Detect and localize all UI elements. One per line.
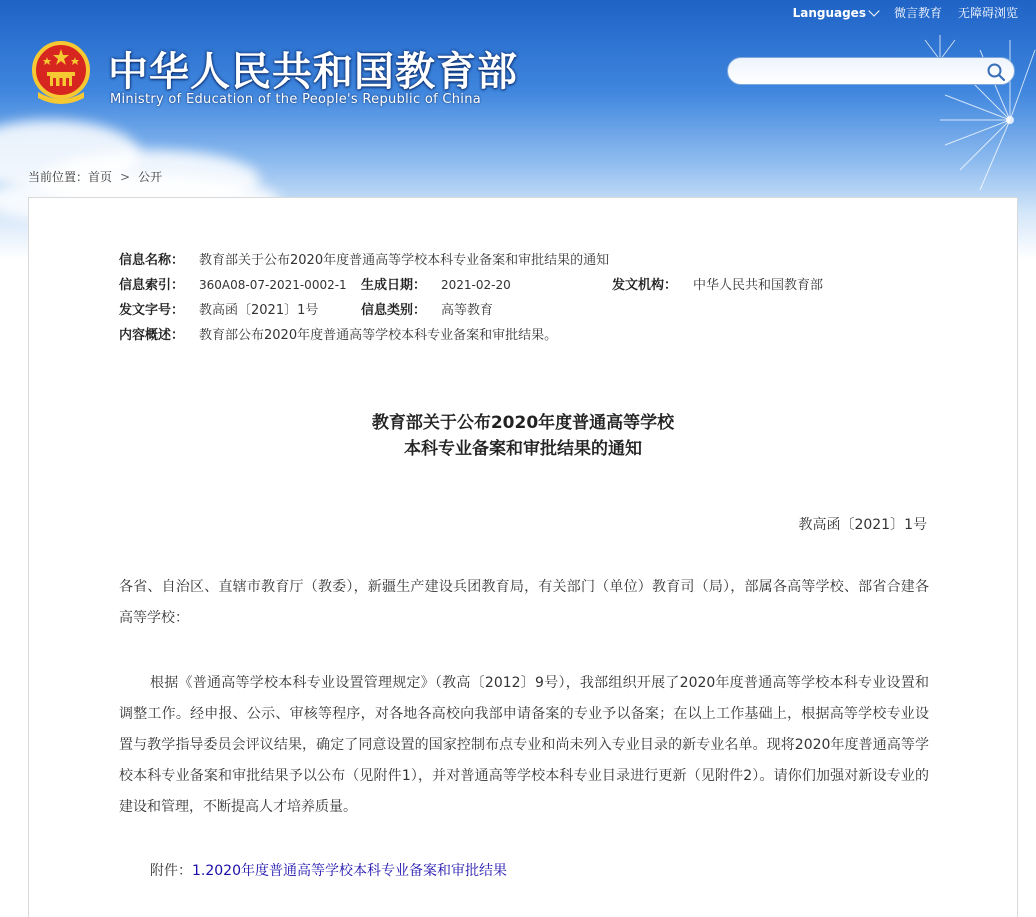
top-navigation <box>793 4 1018 21</box>
meta-docno-label: 发文字号： <box>119 303 185 318</box>
meta-summary-value: 教育部公布2020年度普通高等学校本科专业备案和审批结果。 <box>199 328 558 343</box>
chevron-down-icon <box>868 5 879 16</box>
document-metadata <box>119 248 919 348</box>
site-title[interactable]: 中华人民共和国教育部 <box>108 49 518 95</box>
languages-menu[interactable] <box>793 6 878 20</box>
meta-row-name <box>119 248 919 273</box>
article-salutation: 各省、自治区、直辖市教育厅（教委），新疆生产建设兵团教育局，有关部门（单位）教育司（局），部属各高等学校、部省合建各高等学校： <box>119 579 929 626</box>
meta-date-value: 2021-02-20 <box>441 278 511 292</box>
article-body: 根据《普通高等学校本科专业设置管理规定》（教高〔2012〕9号），我部组织开展了2020年度普通高等学校本科专业设置和调整工作。经申报、公示、审核等程序，对各地各高校向我部申请备案的专业予以备案；在以上工作基础上，根据高等学校专业设置与教学指导委员会评议结果，确定了同意设置的国家控制布点专业和尚未列入专业目录的新专业名单。现将2020年度普通高等学校本科专业备案和审批结果予以公布（见附件1），并对普通高等学校本科专业目录进行更新（见附件2）。请你们加强对新设专业的建设和管理，不断提高人才培养质量。 <box>119 675 929 815</box>
meta-index-label: 信息索引： <box>119 278 185 293</box>
national-emblem-logo <box>30 40 92 108</box>
breadcrumb-home-link[interactable]: 首页 <box>88 170 113 184</box>
meta-org-value: 中华人民共和国教育部 <box>693 278 824 293</box>
search-icon[interactable] <box>986 62 1006 82</box>
meta-docno-value: 教高函〔2021〕1号 <box>199 303 319 318</box>
meta-index-value: 360A08-07-2021-0002-1 <box>199 278 347 292</box>
search-box <box>727 57 1015 85</box>
site-subtitle: Ministry of Education of the People's Republic of China <box>110 92 482 107</box>
article-title-line2: 本科专业备案和审批结果的通知 <box>404 439 642 459</box>
breadcrumb-prefix: 当前位置： <box>28 170 89 184</box>
content-panel <box>28 197 1018 917</box>
meta-row-summary <box>119 323 919 348</box>
attachment-link[interactable]: 1.2020年度普通高等学校本科专业备案和审批结果 <box>192 863 507 879</box>
meta-name-label: 信息名称： <box>119 253 185 268</box>
article-title-line1: 教育部关于公布2020年度普通高等学校 <box>371 413 675 433</box>
dandelion-decoration <box>900 20 1036 220</box>
attachment-label: 附件： <box>150 863 192 879</box>
article-doc-number: 教高函〔2021〕1号 <box>798 517 927 533</box>
languages-label: Languages <box>792 5 866 20</box>
meta-category-label: 信息类别： <box>361 303 427 318</box>
breadcrumb-separator: > <box>120 169 131 184</box>
meta-name-value: 教育部关于公布2020年度普通高等学校本科专业备案和审批结果的通知 <box>199 253 610 268</box>
breadcrumb-public-link[interactable]: 公开 <box>138 170 163 184</box>
meta-org-label: 发文机构： <box>612 278 678 293</box>
meta-date-label: 生成日期： <box>361 278 427 293</box>
meta-row-index <box>119 273 919 298</box>
accessibility-link[interactable]: 无障碍浏览 <box>957 6 1018 20</box>
search-input[interactable] <box>738 61 982 83</box>
weiyan-jiaoyu-link[interactable]: 微言教育 <box>893 6 942 20</box>
meta-category-value: 高等教育 <box>441 303 494 318</box>
meta-summary-label: 内容概述： <box>119 328 185 343</box>
attachment-line <box>150 860 507 880</box>
breadcrumb <box>28 168 162 185</box>
meta-row-docno <box>119 298 919 323</box>
article-title <box>29 410 1017 462</box>
